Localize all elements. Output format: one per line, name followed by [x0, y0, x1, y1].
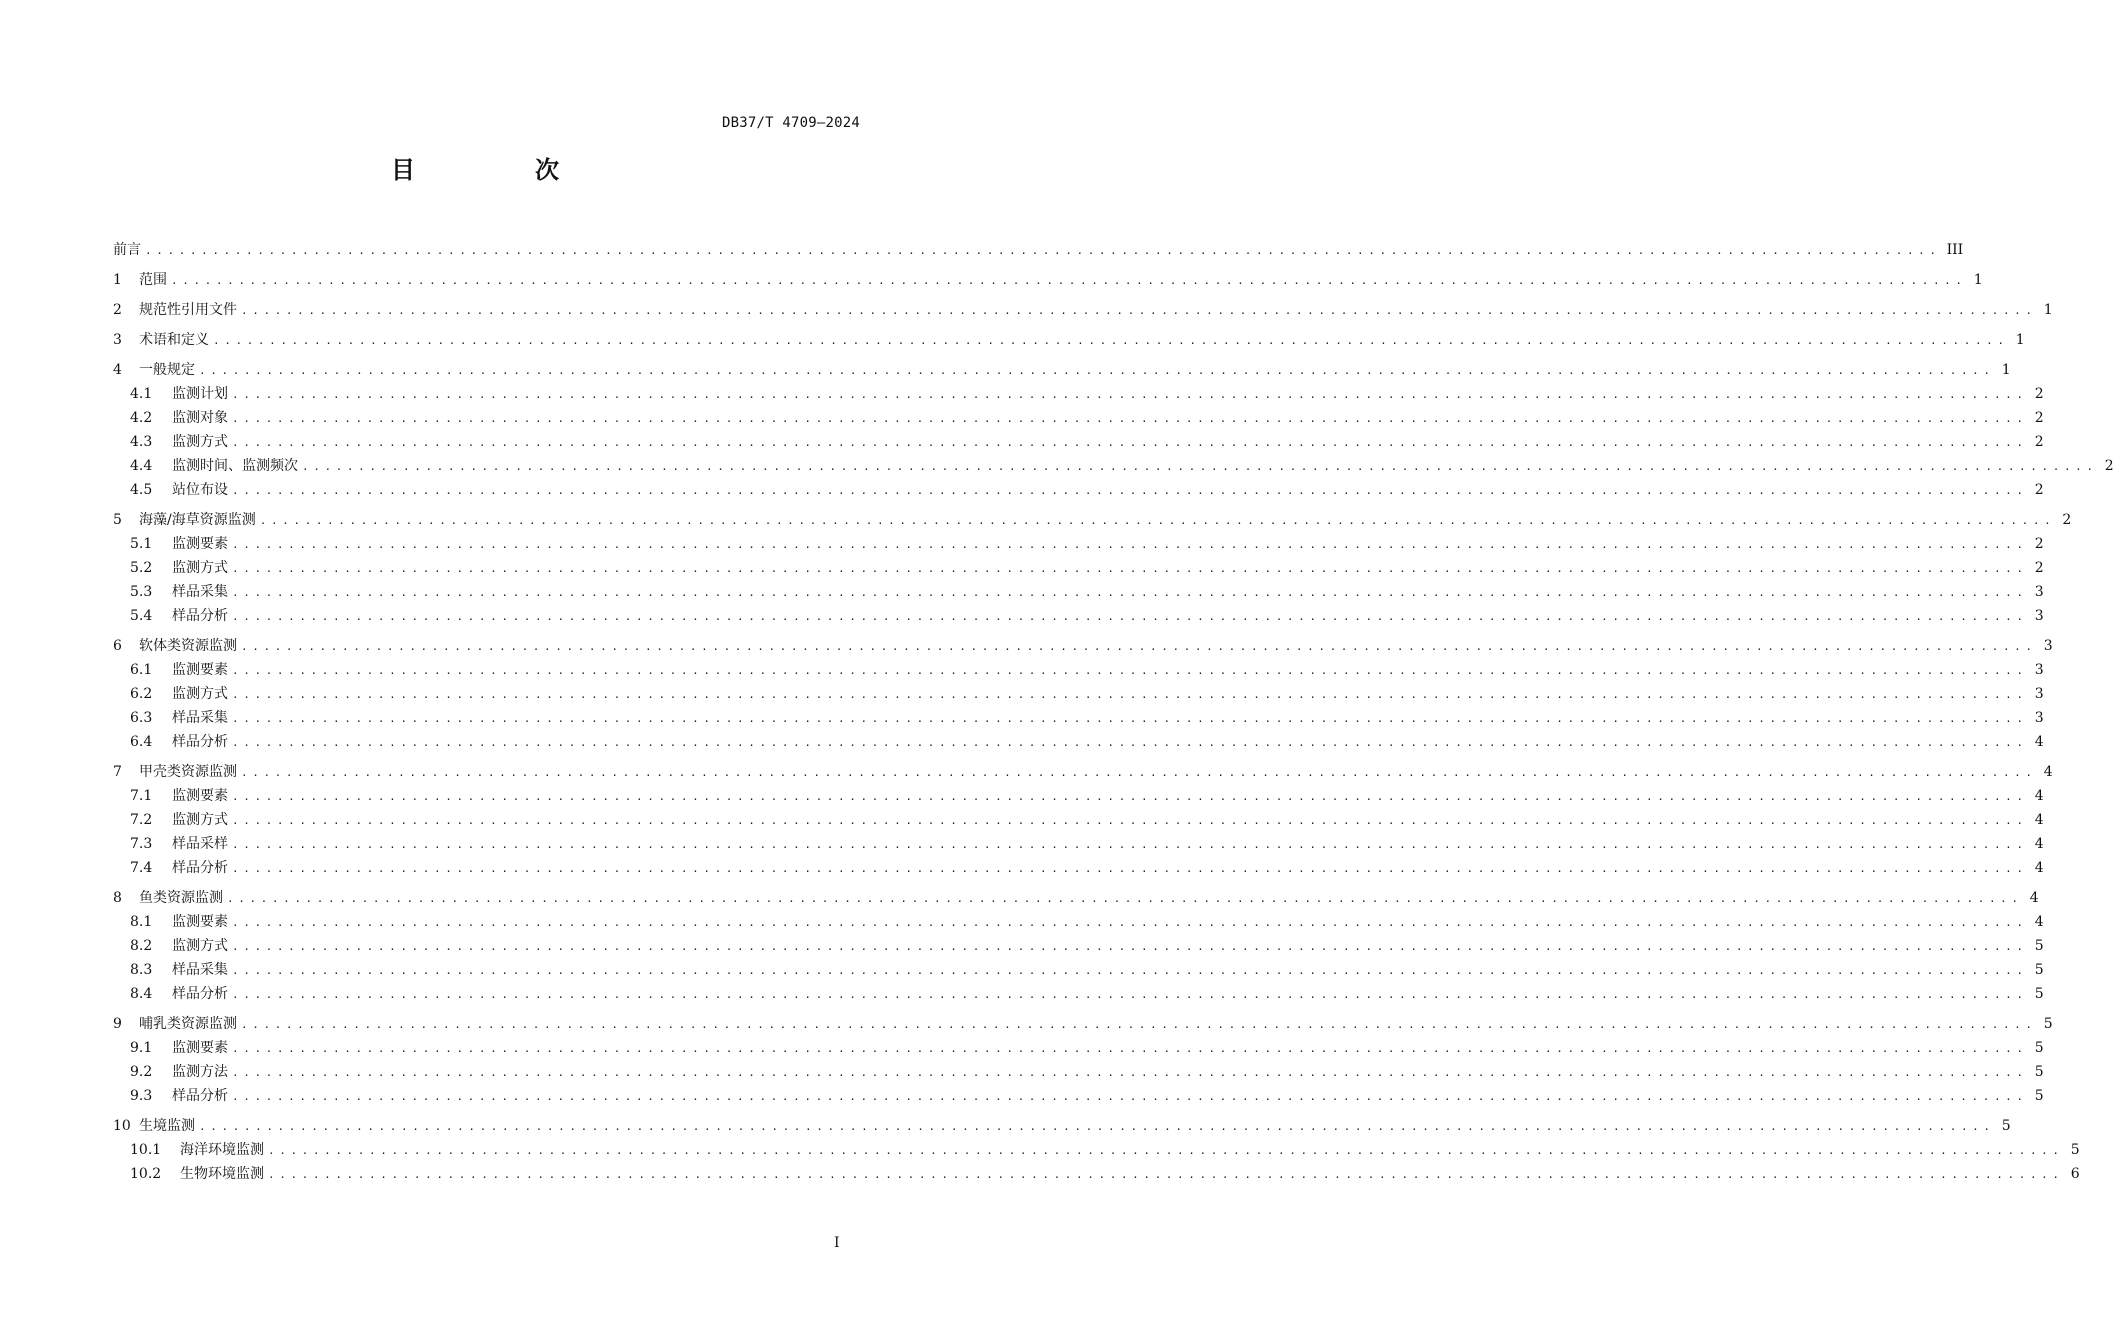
toc-entry-label: 样品采集 [172, 962, 228, 978]
toc-entry-label: 甲壳类资源监测 [139, 764, 237, 780]
toc-entry-label: 监测方式 [172, 812, 228, 828]
toc-entry-page: 6 [2070, 1166, 2080, 1182]
toc-entry[interactable] [113, 406, 2044, 430]
toc-entry-number: 4.1 [130, 386, 153, 402]
toc-dot-leader: ................................................................................................................................................................ [227, 892, 2023, 905]
toc-entry[interactable] [113, 298, 2053, 322]
toc-entry-page: 2 [2062, 512, 2072, 528]
toc-entry-number: 7.4 [130, 860, 153, 876]
toc-entry-number: 8.2 [130, 938, 153, 954]
toc-dot-leader: ................................................................................................................................................................ [145, 244, 1941, 257]
toc-entry-number: 6.2 [130, 686, 153, 702]
toc-dot-leader: ................................................................................................................................................................ [232, 940, 2028, 953]
toc-entry-page: 1 [1973, 272, 1983, 288]
toc-entry[interactable] [113, 934, 2044, 958]
toc-dot-leader: ................................................................................................................................................................ [232, 688, 2028, 701]
toc-entry-page: 5 [2001, 1118, 2011, 1134]
toc-entry[interactable] [113, 1012, 2053, 1036]
toc-dot-leader: ................................................................................................................................................................ [232, 586, 2028, 599]
toc-dot-leader: ................................................................................................................................................................ [241, 640, 2037, 653]
toc-entry[interactable] [113, 910, 2044, 934]
toc-entry-page: 2 [2034, 536, 2044, 552]
toc-entry-page: 2 [2034, 482, 2044, 498]
toc-entry-page: 5 [2034, 962, 2044, 978]
toc-entry-label: 监测时间、监测频次 [172, 458, 298, 474]
toc-entry-number: 8 [113, 890, 122, 906]
toc-entry-label: 监测方式 [172, 434, 228, 450]
toc-entry-label: 站位布设 [172, 482, 228, 498]
toc-entry[interactable] [113, 268, 1983, 292]
toc-entry-label: 监测方式 [172, 686, 228, 702]
toc-entry-page: 5 [2034, 986, 2044, 1002]
toc-dot-leader: ................................................................................................................................................................ [199, 1120, 1995, 1133]
toc-entry-page: 1 [2001, 362, 2011, 378]
toc-dot-leader: ................................................................................................................................................................ [268, 1168, 2064, 1181]
page-title: 目 次 [391, 156, 607, 184]
toc-entry-number: 10.2 [130, 1166, 162, 1182]
toc-entry-label: 监测方式 [172, 938, 228, 954]
toc-entry-number: 9.1 [130, 1040, 153, 1056]
toc-entry-page: 2 [2034, 386, 2044, 402]
toc-entry[interactable] [113, 454, 2114, 478]
toc-dot-leader: ................................................................................................................................................................ [232, 484, 2028, 497]
toc-entry[interactable] [113, 682, 2044, 706]
toc-entry-number: 4.4 [130, 458, 153, 474]
toc-entry-number: 4.2 [130, 410, 153, 426]
toc-dot-leader: ................................................................................................................................................................ [199, 364, 1995, 377]
toc-entry-label: 监测要素 [172, 536, 228, 552]
toc-dot-leader: ................................................................................................................................................................ [232, 838, 2028, 851]
toc-entry-number: 8.1 [130, 914, 153, 930]
toc-entry-number: 9.3 [130, 1088, 153, 1104]
toc-entry[interactable] [113, 784, 2044, 808]
toc-entry[interactable] [113, 808, 2044, 832]
toc-entry-number: 4.3 [130, 434, 153, 450]
toc-dot-leader: ................................................................................................................................................................ [232, 610, 2028, 623]
toc-entry-label: 样品分析 [172, 734, 228, 750]
toc-entry-label: 一般规定 [139, 362, 195, 378]
toc-entry[interactable] [113, 238, 1964, 262]
toc-dot-leader: ................................................................................................................................................................ [232, 562, 2028, 575]
toc-entry-number: 6.1 [130, 662, 153, 678]
toc-entry-number: 10 [113, 1118, 131, 1134]
toc-dot-leader: ................................................................................................................................................................ [232, 814, 2028, 827]
toc-entry-number: 4 [113, 362, 122, 378]
toc-entry-page: 3 [2034, 710, 2044, 726]
toc-entry-number: 5.4 [130, 608, 153, 624]
toc-entry-number: 8.4 [130, 986, 153, 1002]
toc-dot-leader: ................................................................................................................................................................ [171, 274, 1967, 287]
toc-entry-number: 5.3 [130, 584, 153, 600]
toc-entry-page: 2 [2104, 458, 2114, 474]
toc-entry[interactable] [113, 856, 2044, 880]
toc-entry[interactable] [113, 580, 2044, 604]
toc-entry[interactable] [113, 706, 2044, 730]
toc-entry-page: 1 [2043, 302, 2053, 318]
toc-entry-label: 样品采集 [172, 584, 228, 600]
toc-entry-label: 监测计划 [172, 386, 228, 402]
toc-entry-page: 5 [2034, 938, 2044, 954]
toc-entry-label: 海洋环境监测 [180, 1142, 264, 1158]
toc-entry-page: 4 [2034, 734, 2044, 750]
toc-entry[interactable] [113, 358, 2011, 382]
toc-entry-label: 样品分析 [172, 1088, 228, 1104]
toc-entry[interactable] [113, 430, 2044, 454]
toc-entry-page: 2 [2034, 434, 2044, 450]
toc-entry[interactable] [113, 478, 2044, 502]
toc-entry-number: 6.3 [130, 710, 153, 726]
toc-entry[interactable] [113, 760, 2053, 784]
toc-dot-leader: ................................................................................................................................................................ [232, 388, 2028, 401]
toc-entry-label: 样品采样 [172, 836, 228, 852]
toc-entry-number: 1 [113, 272, 122, 288]
toc-entry-page: 2 [2034, 560, 2044, 576]
toc-entry-page: 3 [2034, 662, 2044, 678]
toc-entry-label: 监测方式 [172, 560, 228, 576]
toc-entry-label: 软体类资源监测 [139, 638, 237, 654]
toc-entry-page: 5 [2070, 1142, 2080, 1158]
toc-entry-number: 5 [113, 512, 122, 528]
toc-entry-label: 海藻/海草资源监测 [139, 512, 256, 528]
toc-dot-leader: ................................................................................................................................................................ [241, 304, 2037, 317]
toc-entry-page: III [1946, 242, 1964, 258]
toc-entry[interactable] [113, 508, 2072, 532]
toc-entry-label: 鱼类资源监测 [139, 890, 223, 906]
toc-entry-label: 范围 [139, 272, 167, 288]
toc-entry-number: 2 [113, 302, 122, 318]
toc-entry-page: 5 [2034, 1064, 2044, 1080]
toc-entry-label: 生物环境监测 [180, 1166, 264, 1182]
toc-entry[interactable] [113, 730, 2044, 754]
toc-dot-leader: ................................................................................................................................................................ [232, 436, 2028, 449]
toc-entry-label: 样品采集 [172, 710, 228, 726]
toc-entry-label: 哺乳类资源监测 [139, 1016, 237, 1032]
toc-entry-number: 7.2 [130, 812, 153, 828]
toc-entry-page: 4 [2029, 890, 2039, 906]
toc-entry[interactable] [113, 1084, 2044, 1108]
toc-dot-leader: ................................................................................................................................................................ [232, 862, 2028, 875]
toc-entry-page: 3 [2034, 584, 2044, 600]
toc-entry-label: 样品分析 [172, 608, 228, 624]
toc-entry-number: 7 [113, 764, 122, 780]
toc-entry-page: 4 [2034, 788, 2044, 804]
toc-entry-page: 5 [2034, 1088, 2044, 1104]
toc-entry-label: 监测要素 [172, 662, 228, 678]
toc-entry-page: 4 [2043, 764, 2053, 780]
page-folio: I [834, 1235, 840, 1251]
toc-dot-leader: ................................................................................................................................................................ [213, 334, 2009, 347]
toc-entry-label: 生境监测 [139, 1118, 195, 1134]
toc-entry-label: 规范性引用文件 [139, 302, 237, 318]
toc-entry[interactable] [113, 832, 2044, 856]
toc-dot-leader: ................................................................................................................................................................ [302, 460, 2098, 473]
toc-entry[interactable] [113, 958, 2044, 982]
toc-dot-leader: ................................................................................................................................................................ [232, 964, 2028, 977]
toc-entry[interactable] [113, 382, 2044, 406]
toc-entry-page: 3 [2034, 608, 2044, 624]
toc-entry-label: 监测要素 [172, 788, 228, 804]
toc-entry-page: 4 [2034, 836, 2044, 852]
toc-dot-leader: ................................................................................................................................................................ [232, 1090, 2028, 1103]
toc-entry[interactable] [113, 982, 2044, 1006]
toc-entry-number: 8.3 [130, 962, 153, 978]
toc-entry-page: 2 [2034, 410, 2044, 426]
toc-dot-leader: ................................................................................................................................................................ [232, 790, 2028, 803]
document-number: DB37/T 4709—2024 [721, 115, 860, 131]
toc-entry-number: 4.5 [130, 482, 153, 498]
toc-entry-number: 6 [113, 638, 122, 654]
toc-entry[interactable] [113, 532, 2044, 556]
toc-entry-label: 样品分析 [172, 860, 228, 876]
toc-entry-number: 10.1 [130, 1142, 162, 1158]
toc-entry-page: 5 [2043, 1016, 2053, 1032]
toc-dot-leader: ................................................................................................................................................................ [232, 736, 2028, 749]
toc-entry-label: 监测要素 [172, 1040, 228, 1056]
toc-dot-leader: ................................................................................................................................................................ [241, 766, 2037, 779]
toc-dot-leader: ................................................................................................................................................................ [232, 664, 2028, 677]
toc-entry-label: 监测方法 [172, 1064, 228, 1080]
table-of-contents [113, 238, 2114, 1186]
toc-entry[interactable] [113, 328, 2025, 352]
toc-entry[interactable] [113, 556, 2044, 580]
toc-entry-page: 3 [2034, 686, 2044, 702]
toc-entry-number: 3 [113, 332, 122, 348]
toc-dot-leader: ................................................................................................................................................................ [232, 712, 2028, 725]
toc-entry-number: 7.3 [130, 836, 153, 852]
toc-entry-label: 样品分析 [172, 986, 228, 1002]
toc-entry[interactable] [113, 604, 2044, 628]
toc-entry-number: 9 [113, 1016, 122, 1032]
toc-entry-label: 前言 [113, 242, 141, 258]
toc-entry[interactable] [113, 1138, 2080, 1162]
toc-entry[interactable] [113, 1162, 2080, 1186]
toc-dot-leader: ................................................................................................................................................................ [232, 412, 2028, 425]
toc-entry-page: 4 [2034, 914, 2044, 930]
toc-entry[interactable] [113, 1114, 2011, 1138]
toc-dot-leader: ................................................................................................................................................................ [259, 514, 2056, 527]
toc-entry-number: 9.2 [130, 1064, 153, 1080]
toc-entry-number: 6.4 [130, 734, 153, 750]
toc-entry[interactable] [113, 634, 2053, 658]
toc-entry-number: 7.1 [130, 788, 153, 804]
toc-entry[interactable] [113, 1060, 2044, 1084]
toc-entry-page: 5 [2034, 1040, 2044, 1056]
toc-dot-leader: ................................................................................................................................................................ [241, 1018, 2037, 1031]
toc-entry-page: 4 [2034, 812, 2044, 828]
toc-entry[interactable] [113, 1036, 2044, 1060]
toc-dot-leader: ................................................................................................................................................................ [232, 1042, 2028, 1055]
toc-entry-number: 5.2 [130, 560, 153, 576]
toc-dot-leader: ................................................................................................................................................................ [268, 1144, 2064, 1157]
toc-entry-page: 3 [2043, 638, 2053, 654]
toc-dot-leader: ................................................................................................................................................................ [232, 988, 2028, 1001]
toc-entry[interactable] [113, 658, 2044, 682]
toc-entry-number: 5.1 [130, 536, 153, 552]
toc-entry-label: 术语和定义 [139, 332, 209, 348]
toc-entry-label: 监测要素 [172, 914, 228, 930]
toc-entry-page: 4 [2034, 860, 2044, 876]
toc-dot-leader: ................................................................................................................................................................ [232, 1066, 2028, 1079]
toc-entry-label: 监测对象 [172, 410, 228, 426]
toc-dot-leader: ................................................................................................................................................................ [232, 916, 2028, 929]
toc-entry[interactable] [113, 886, 2039, 910]
toc-entry-page: 1 [2015, 332, 2025, 348]
toc-dot-leader: ................................................................................................................................................................ [232, 538, 2028, 551]
